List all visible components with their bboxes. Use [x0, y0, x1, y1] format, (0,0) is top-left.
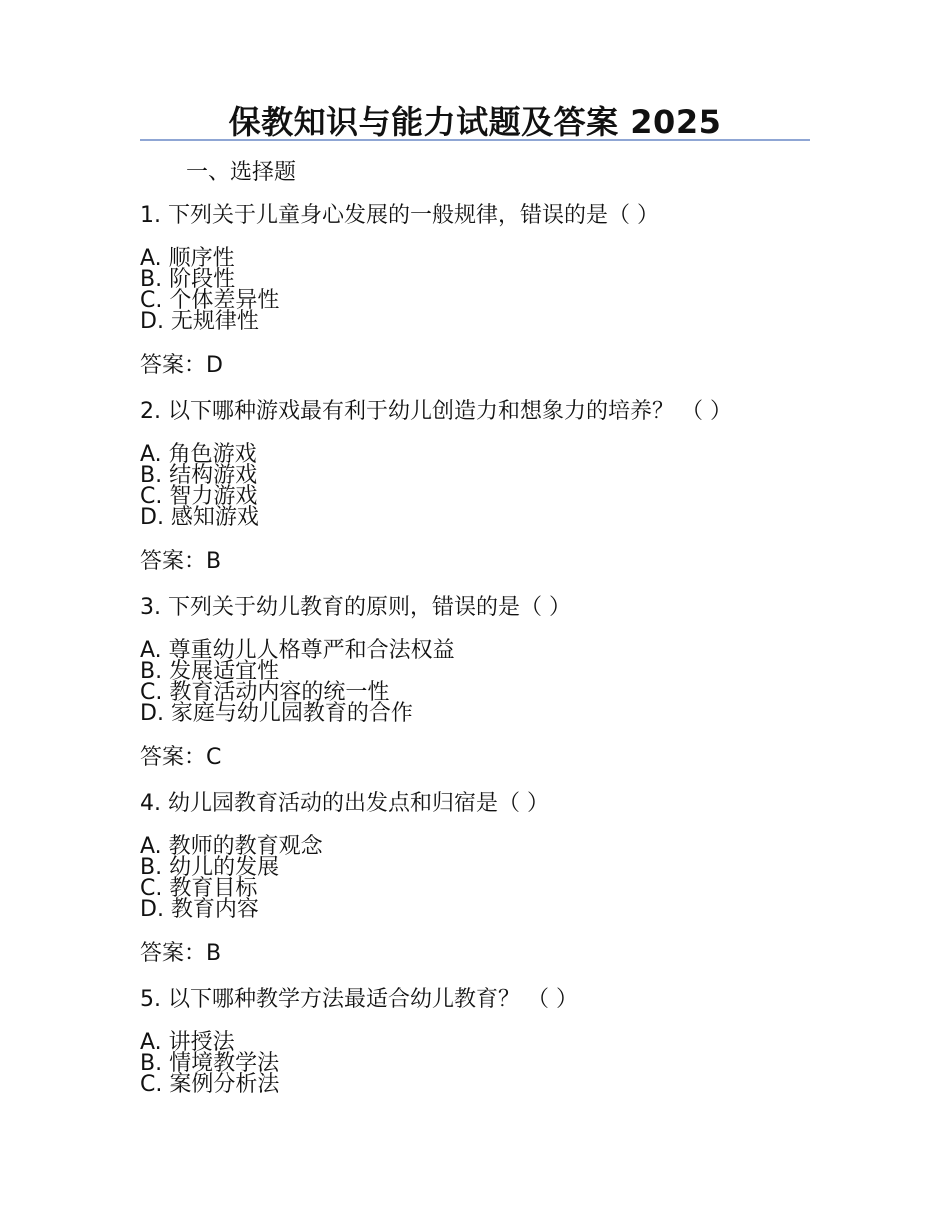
option-list	[140, 248, 279, 332]
option-a: A. 顺序性	[140, 246, 235, 271]
option-c: C. 个体差异性	[140, 288, 280, 313]
question-text: 2. 以下哪种游戏最有利于幼儿创造力和想象力的培养？ （ ）	[140, 399, 732, 424]
option-c: C. 智力游戏	[140, 484, 258, 509]
answer-text: 答案：B	[140, 549, 222, 574]
question-3	[140, 592, 820, 788]
answer-text: 答案：B	[140, 941, 222, 966]
option-a: A. 尊重幼儿人格尊严和合法权益	[140, 638, 455, 663]
option-b: B. 发展适宜性	[140, 659, 280, 684]
question-2	[140, 396, 820, 592]
question-1	[140, 200, 820, 396]
option-c: C. 案例分析法	[140, 1072, 280, 1097]
page-title: 保教知识与能力试题及答案 2025	[228, 103, 722, 141]
question-4	[140, 788, 820, 984]
option-list	[140, 1032, 279, 1095]
question-text: 1. 下列关于儿童身心发展的一般规律，错误的是（ ）	[140, 203, 659, 228]
question-text: 4. 幼儿园教育活动的出发点和归宿是（ ）	[140, 791, 549, 816]
option-b: B. 结构游戏	[140, 463, 258, 488]
option-list	[140, 836, 323, 920]
option-c: C. 教育目标	[140, 876, 258, 901]
option-b: B. 阶段性	[140, 267, 236, 292]
option-b: B. 幼儿的发展	[140, 855, 280, 880]
question-text: 5. 以下哪种教学方法最适合幼儿教育？ （ ）	[140, 987, 578, 1012]
question-text: 3. 下列关于幼儿教育的原则，错误的是（ ）	[140, 595, 571, 620]
option-b: B. 情境教学法	[140, 1051, 280, 1076]
answer-text: 答案：D	[140, 353, 223, 378]
option-a: A. 角色游戏	[140, 442, 257, 467]
option-d: D. 教育内容	[140, 897, 259, 922]
option-d: D. 家庭与幼儿园教育的合作	[140, 701, 413, 726]
option-a: A. 教师的教育观念	[140, 834, 323, 859]
option-d: D. 无规律性	[140, 309, 259, 334]
option-list	[140, 640, 455, 724]
question-list	[140, 200, 820, 1180]
option-list	[140, 444, 259, 528]
option-d: D. 感知游戏	[140, 505, 259, 530]
title-underline	[140, 139, 810, 141]
section-heading: 一、选择题	[186, 160, 297, 185]
question-5	[140, 984, 820, 1180]
option-a: A. 讲授法	[140, 1030, 235, 1055]
answer-text: 答案：C	[140, 745, 222, 770]
option-c: C. 教育活动内容的统一性	[140, 680, 390, 705]
